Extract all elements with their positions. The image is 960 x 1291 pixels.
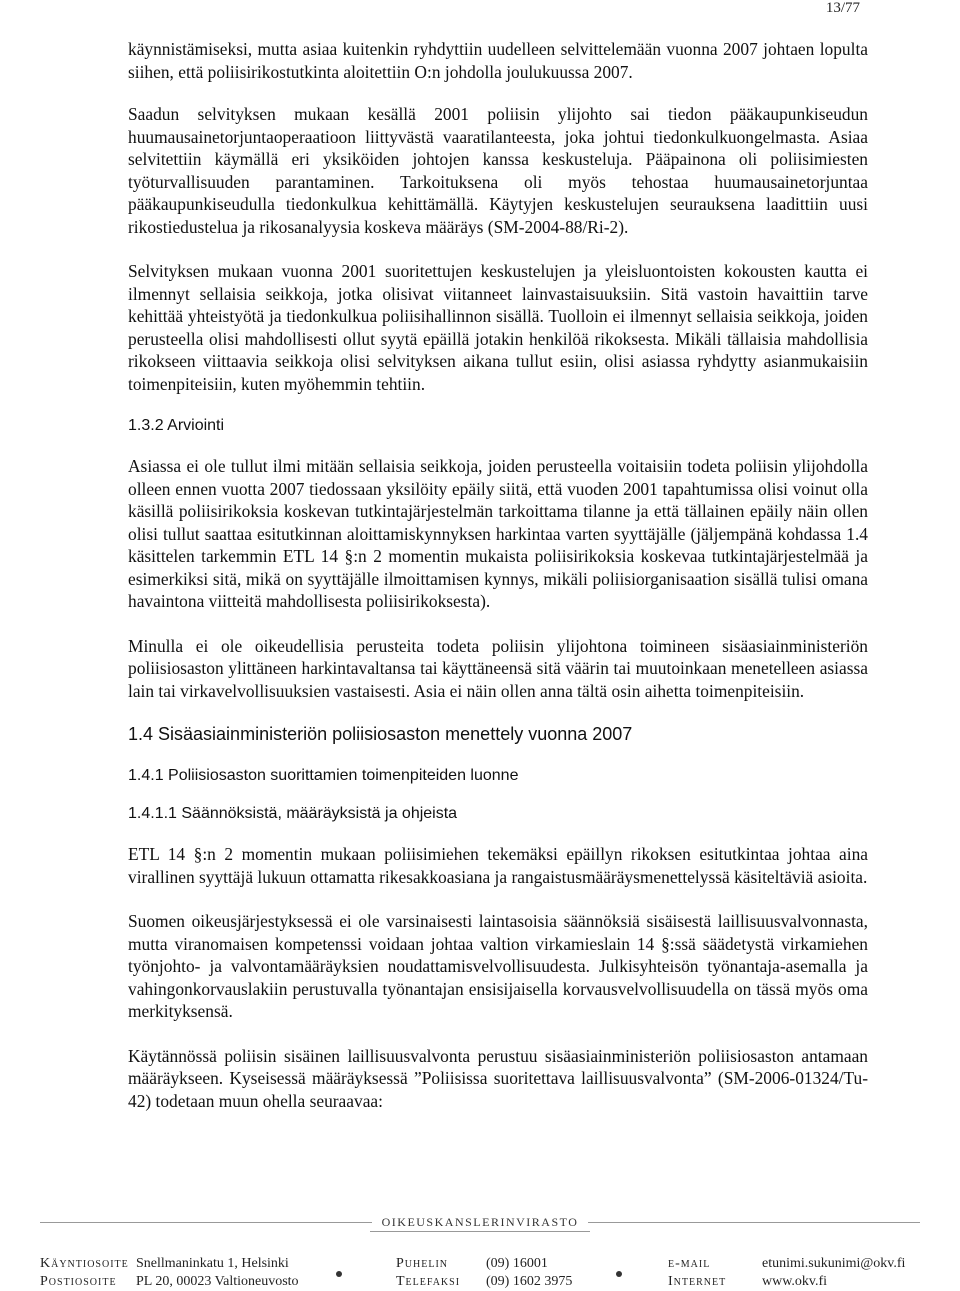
website-link[interactable]: www.okv.fi [762, 1274, 828, 1289]
paragraph-3: Selvityksen mukaan vuonna 2001 suoritettujen keskustelujen ja yleisluontoisten kokousten kautta ei ilmennyt sellaisia seikkoja, jotka olisivat viitanneet lainvastaisuuksiin. Sitä vastoin havaittiin tarve kehittää yhteistyötä ja tiedonkulkua poliisihallinnon sisällä. Tuolloin ei ilmennyt sellaisia seikkoja, joiden perusteella olisi mahdollisesti ollut syytä epäillä jotakin henkilöä rikoksesta. Mikäli tällaisia mahdollisia rikokseen viittaavia seikkoja olisi selvityksen aikana tullut esiin, olisi asiassa ryhdytty asianmukaisiin toimenpiteisiin, kuten myöhemmin tehtiin. [128, 261, 868, 394]
phone-label: Puhelin [396, 1256, 448, 1271]
footer-address-values [136, 1255, 299, 1291]
paragraph-8: Käytännössä poliisin sisäinen laillisuusvalvonta perustuu sisäasiainministeriön poliisiosaston antamaan määräykseen. Kyseisessä määräyksessä ”Poliisissa suoritettava laillisuusvalvonta” (SM-2006-01324/Tu-42) todetaan muun ohella seuraavaa: [128, 1045, 868, 1111]
email-label: e-mail [668, 1256, 711, 1271]
heading-1-3-2: 1.3.2 Arviointi [128, 417, 225, 434]
visit-address: Snellmaninkatu 1, Helsinki [136, 1256, 289, 1271]
fax-number: (09) 1602 3975 [486, 1274, 573, 1289]
footer-web-labels [668, 1255, 726, 1291]
email-address[interactable]: etunimi.sukunimi@okv.fi [762, 1256, 906, 1271]
paragraph-2: Saadun selvityksen mukaan kesällä 2001 poliisin ylijohto sai tiedon pääkaupunkiseudun huumausainetorjuntaoperaatioon liittyvästä vaaratilanteesta, joka johtui tiedonkulkuongelmasta. Asiaa selvitettiin käymällä eri yksiköiden johtojen kanssa keskusteluja. Pääpainona oli poliisimiesten työturvallisuuden parantaminen. Tarkoituksena oli myös tehostaa huumausainetorjuntaa pääkaupunkiseudulla tiedonkulkua kehittämällä. Käytyjen keskustelujen seurauksena laadittiin uusi rikostiedustelua ja rikosanalyysia koskeva määräys (SM-2004-88/Ri-2). [128, 104, 868, 237]
footer-phone-labels [396, 1255, 460, 1291]
postal-address-label: Postiosoite [40, 1274, 117, 1289]
heading-1-4-1-1: 1.4.1.1 Säännöksistä, määräyksistä ja ohjeista [128, 805, 458, 822]
heading-1-4: 1.4 Sisäasiainministeriön poliisiosaston menettely vuonna 2007 [128, 724, 633, 744]
paragraph-7: Suomen oikeusjärjestyksessä ei ole varsinaisesti laintasoisia säännöksiä sisäisestä laillisuusvalvonnasta, mutta viranomaisen kompetenssi voidaan johtaa valtion virkamieslain 14 §:ssä säädetystä virkamiehen työnjohto- ja valvontamääräyksien noudattamisvelvollisuudesta. Julkisyhteisön työnantaja-asemalla ja vahingonkorvauslakiin perustuvalla työnantajan ensisijaisella korvausvelvollisuudella on tässä myös oma merkityksensä. [128, 911, 868, 1021]
fax-label: Telefaksi [396, 1274, 461, 1289]
phone-number: (09) 16001 [486, 1256, 548, 1271]
paragraph-4: Asiassa ei ole tullut ilmi mitään sellaisia seikkoja, joiden perusteella voitaisiin todeta poliisin ylijohdolla olleen ennen vuotta 2007 tiedossaan yksilöity epäily siitä, että vuoden 2001 tapahtumissa olisi voinut olla käsillä poliisirikoksia koskevan tutkintajärjestelmän tarkoittama tilanne ja että tällainen epäily näin ollen olisi tullut saattaa esitutkinnan aloittamiskynnyksen harkintaa varten syyttäjälle (jäljempänä kohdassa 1.4 käsittelen tarkemmin ETL 14 §:n 2 momentin mukaista poliisirikoksia koskevaa tutkintajärjestelmää ja esimerkiksi sitä, mikä on syyttäjälle ilmoittamisen kynnys, mikäli poliisiorganisaation sisällä tulisi omana havaintona viitteitä mahdollisesta poliisirikoksesta). [128, 456, 868, 611]
footer-brand-underline [370, 1231, 590, 1232]
footer-bullet [616, 1271, 622, 1277]
paragraph-1: käynnistämiseksi, mutta asiaa kuitenkin ryhdyttiin uudelleen selvittelemään vuonna 2007 johtaen lopulta siihen, että poliisirikostutkinta aloitettiin O:n johdolla joulukuussa 2007. [128, 39, 868, 82]
visit-address-label: Käyntiosoite [40, 1256, 129, 1271]
footer-phone-values [486, 1255, 572, 1291]
footer-bullet [336, 1271, 342, 1277]
heading-1-4-1: 1.4.1 Poliisiosaston suorittamien toimenpiteiden luonne [128, 767, 519, 784]
postal-address: PL 20, 00023 Valtioneuvosto [136, 1274, 299, 1289]
footer-address-labels [40, 1255, 129, 1291]
footer-brand [0, 1213, 960, 1231]
internet-label: Internet [668, 1274, 727, 1289]
footer-web-values [762, 1255, 905, 1291]
paragraph-5: Minulla ei ole oikeudellisia perusteita todeta poliisin ylijohtona toimineen sisäasiainministeriön poliisiosaston ylittäneen harkintavaltansa tai käyttäneensä sitä väärin tai muutoinkaan menetelleen asiassa lain tai virkavelvollisuuksien vastaisesti. Asia ei näin ollen anna tältä osin aihetta toimenpiteisiin. [128, 635, 868, 701]
paragraph-6: ETL 14 §:n 2 momentin mukaan poliisimiehen tekemäksi epäillyn rikoksen esitutkintaa johtaa aina virallinen syyttäjä lukuun ottamatta rikesakkoasiana ja rangaistusmääräysmenettelyssä käsiteltäviä asioita. [128, 844, 868, 887]
document-body [128, 38, 868, 1134]
footer-brand-text: OIKEUSKANSLERINVIRASTO [372, 1215, 589, 1230]
page-number: 13/77 [825, 0, 860, 16]
